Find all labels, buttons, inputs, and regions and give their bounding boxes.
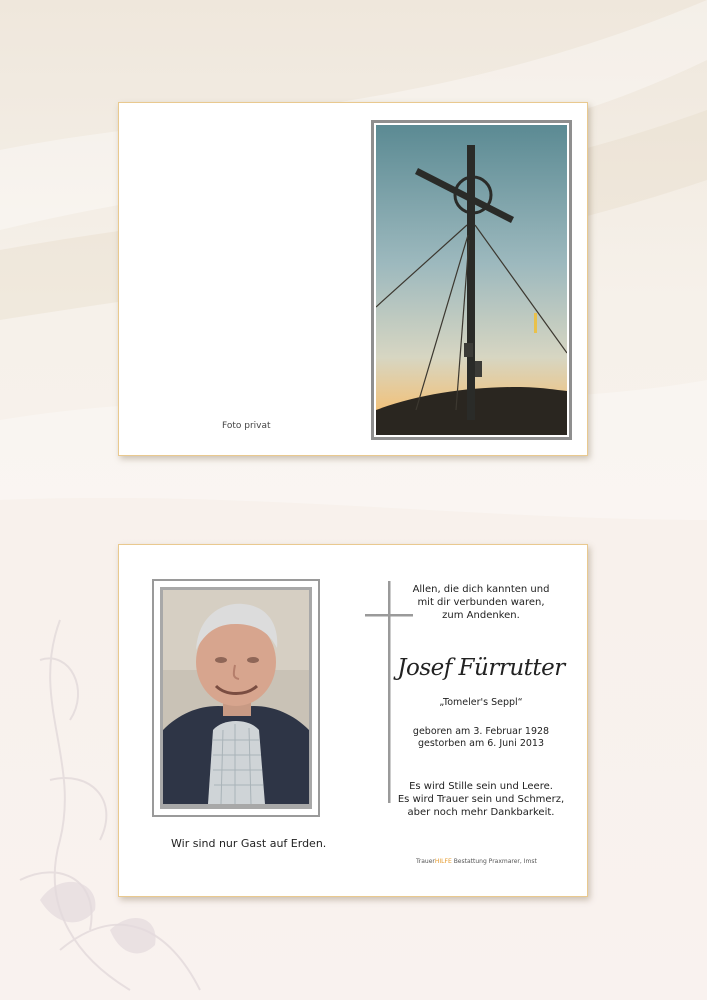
portrait-photo <box>163 590 309 804</box>
cross-photo-frame <box>371 120 572 440</box>
footer-imprint <box>416 858 537 865</box>
quote-left: Wir sind nur Gast auf Erden. <box>171 837 327 850</box>
poem-top-line: zum Andenken. <box>442 610 520 621</box>
nickname: „Tomeler's Seppl“ <box>439 697 523 708</box>
birth-date: geboren am 3. Februar 1928 <box>412 726 550 737</box>
poem-top <box>395 583 567 622</box>
card-back <box>118 544 588 897</box>
portrait-frame <box>152 579 320 817</box>
poem-bottom-line: aber noch mehr Dankbarkeit. <box>407 807 555 818</box>
poem-bottom-line: Es wird Stille sein und Leere. <box>409 781 553 792</box>
poem-top-line: Allen, die dich kannten und <box>412 584 550 595</box>
photo-credit: Foto privat <box>222 421 271 431</box>
poem-bottom-line: Es wird Trauer sein und Schmerz, <box>397 794 565 805</box>
death-date: gestorben am 6. Juni 2013 <box>417 738 545 749</box>
poem-bottom <box>395 780 567 819</box>
summit-cross-photo <box>376 125 567 435</box>
deceased-name: Josef Fürrutter <box>397 655 565 681</box>
funeral-home: Bestattung Praxmarer, Imst <box>453 858 537 865</box>
poem-top-line: mit dir verbunden waren, <box>417 597 545 608</box>
portrait-mat <box>160 587 312 809</box>
brand-accent: HILFE <box>434 858 452 865</box>
card-front <box>118 102 588 456</box>
brand-prefix: Trauer <box>416 858 435 865</box>
life-dates <box>395 726 567 750</box>
